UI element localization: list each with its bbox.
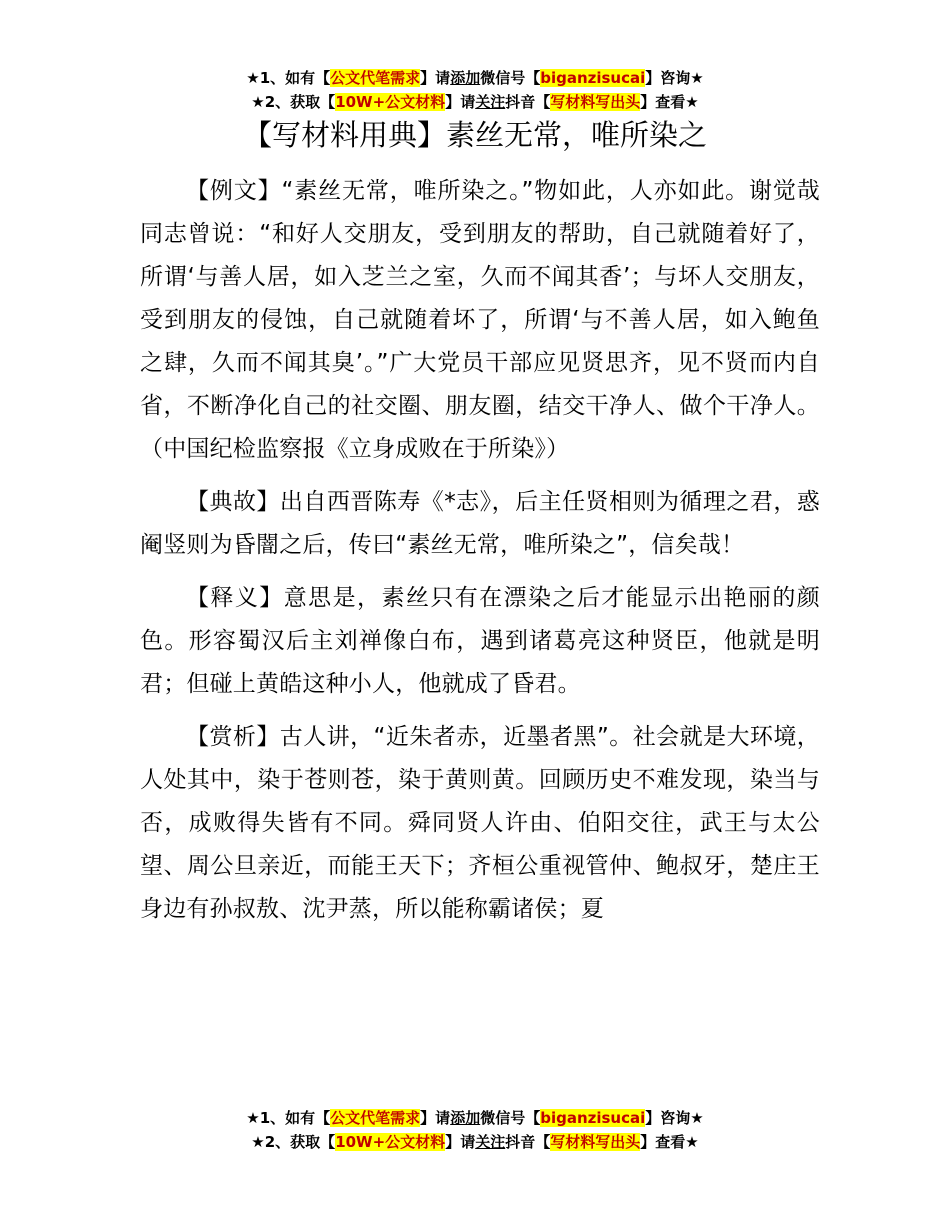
paragraph-example: 【例文】“素丝无常，唯所染之。”物如此，人亦如此。谢觉哉同志曾说：“和好人交朋友，受到朋友的帮助，自己就随着好了，所谓‘与善人居，如入芝兰之室，久而不闻其香’；与坏人交朋友，受到朋友的侵蚀，自己就随着坏了，所谓‘与不善人居，如入鲍鱼之肆，久而不闻其臭’。”广大党员干部应见贤思齐，见不贤而内自省，不断净化自己的社交圈、朋友圈，结交干净人、做个干净人。（中国纪检监察报《立身成败在于所染》） <box>140 178 820 462</box>
banner-text: 微信号【 <box>480 1109 541 1127</box>
banner-line-2 <box>0 90 950 114</box>
banner-highlight: biganzisucai <box>540 1109 646 1127</box>
banner-text: ★2、获取【 <box>251 1133 336 1151</box>
banner-highlight: 10W+公文材料 <box>335 93 446 111</box>
paragraph-meaning: 【释义】意思是，素丝只有在漂染之后才能显示出艳丽的颜色。形容蜀汉后主刘禅像白布，遇到诸葛亮这种贤臣，他就是明君；但碰上黄皓这种小人，他就成了昏君。 <box>140 585 820 697</box>
banner-text: 】请 <box>420 1109 451 1127</box>
banner-highlight: 写材料写出头 <box>550 93 641 111</box>
banner-text: 】请 <box>445 1133 476 1151</box>
banner-line-1 <box>0 1106 950 1130</box>
banner-underlined: 关注 <box>475 1133 506 1151</box>
banner-highlight: 公文代笔需求 <box>330 1109 421 1127</box>
banner-text: 抖音【 <box>505 93 551 111</box>
banner-highlight: 10W+公文材料 <box>335 1133 446 1151</box>
paragraph-allusion: 【典故】出自西晋陈寿《*志》，后主任贤相则为循理之君，惑阉竖则为昏闇之后，传曰“素丝无常，唯所染之”，信矣哉！ <box>140 489 820 558</box>
banner-text: 】咨询★ <box>645 69 704 87</box>
header-banner <box>0 66 950 114</box>
banner-text: ★1、如有【 <box>246 1109 331 1127</box>
banner-highlight: 写材料写出头 <box>550 1133 641 1151</box>
banner-text: 】请 <box>420 69 451 87</box>
banner-underlined: 关注 <box>475 93 506 111</box>
banner-text: ★2、获取【 <box>251 93 336 111</box>
document-body <box>140 170 820 941</box>
banner-text: 】咨询★ <box>645 1109 704 1127</box>
banner-line-1 <box>0 66 950 90</box>
banner-text: 抖音【 <box>505 1133 551 1151</box>
document-title: 【写材料用典】素丝无常，唯所染之 <box>242 118 707 152</box>
banner-text: 】查看★ <box>640 93 699 111</box>
banner-line-2 <box>0 1130 950 1154</box>
banner-text: 】请 <box>445 93 476 111</box>
banner-text: 微信号【 <box>480 69 541 87</box>
banner-text: ★1、如有【 <box>246 69 331 87</box>
banner-underlined: 添加 <box>450 69 481 87</box>
banner-highlight: biganzisucai <box>540 69 646 87</box>
banner-text: 】查看★ <box>640 1133 699 1151</box>
banner-underlined: 添加 <box>450 1109 481 1127</box>
footer-banner <box>0 1106 950 1154</box>
banner-highlight: 公文代笔需求 <box>330 69 421 87</box>
paragraph-appreciation: 【赏析】古人讲，“近朱者赤，近墨者黑”。社会就是大环境，人处其中，染于苍则苍，染于黄则黄。回顾历史不难发现，染当与否，成败得失皆有不同。舜同贤人许由、伯阳交往，武王与太公望、周公旦亲近，而能王天下；齐桓公重视管仲、鲍叔牙，楚庄王身边有孙叔敖、沈尹蒸，所以能称霸诸侯；夏 <box>140 724 820 922</box>
